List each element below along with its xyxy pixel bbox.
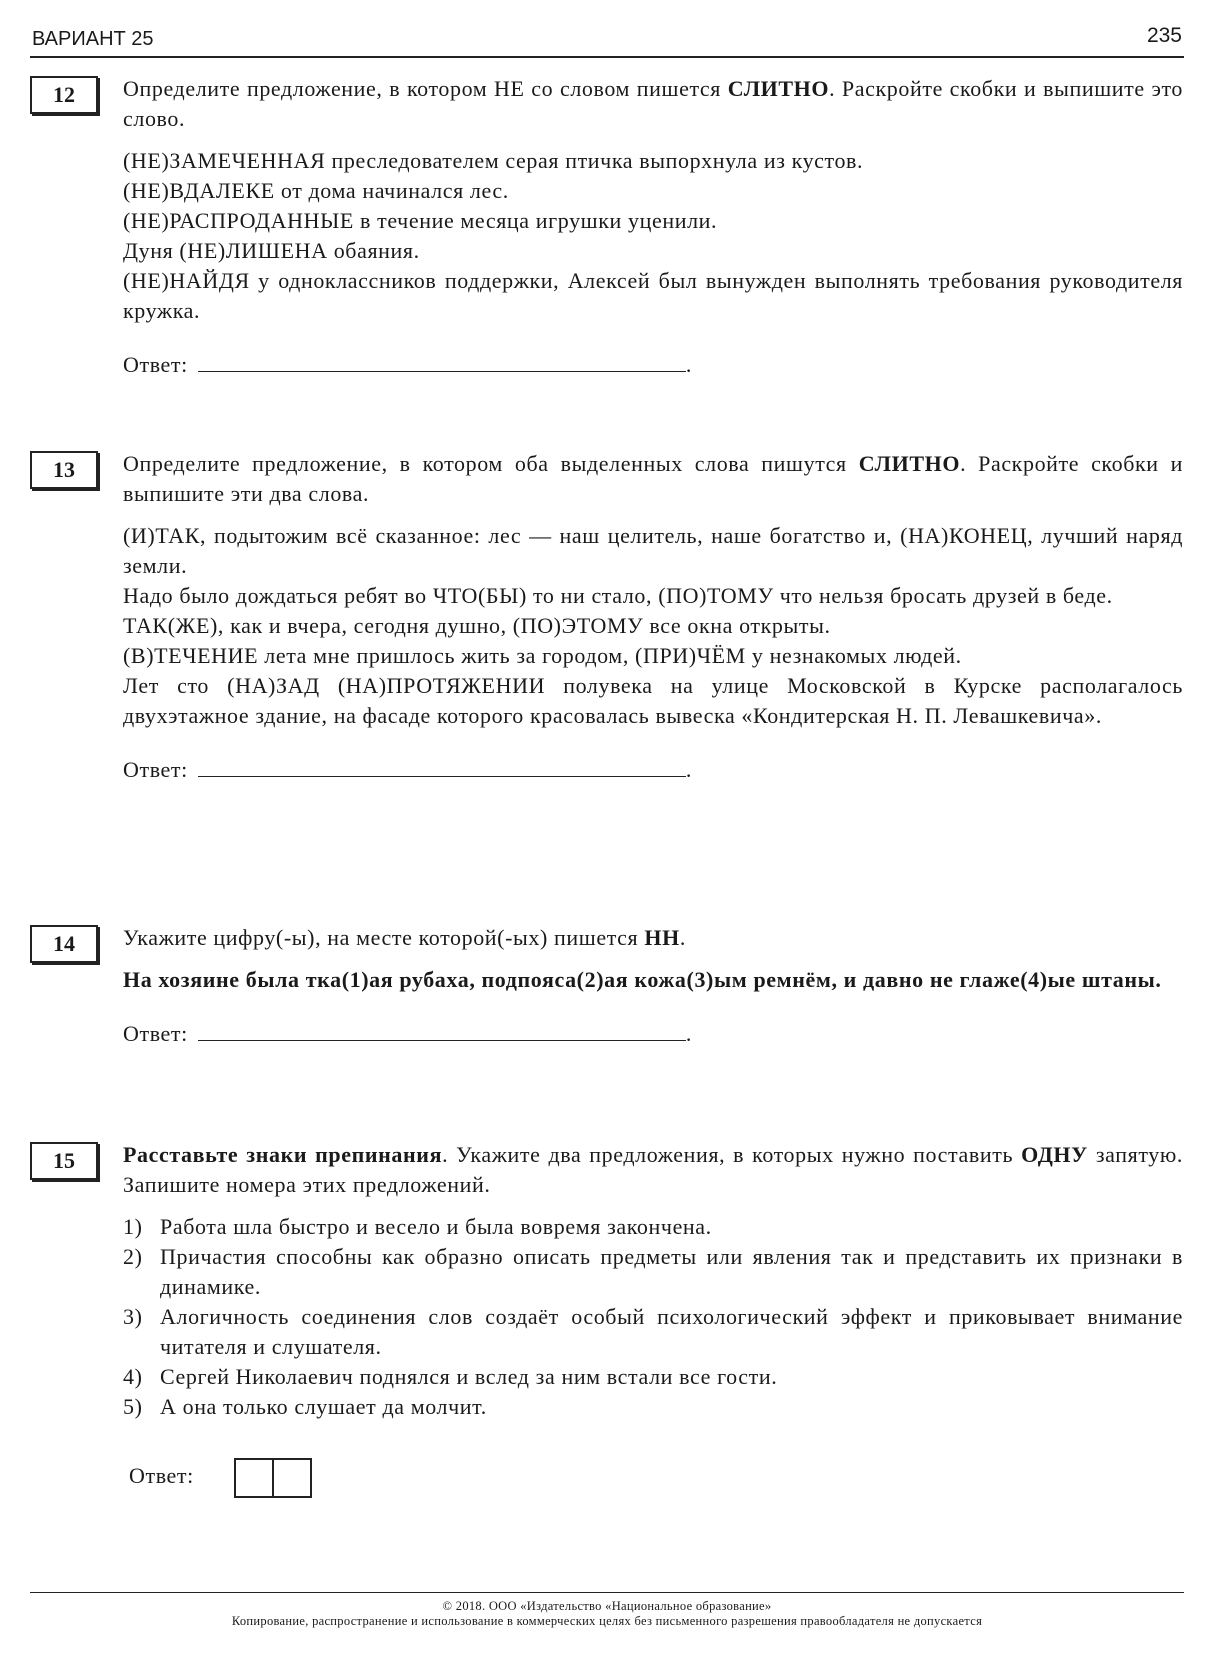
task-question [123,1140,1183,1200]
page-header [30,22,1184,58]
sentence [123,641,1183,671]
question-text: . Укажите два предложения, в которых нужно поставить [442,1142,1022,1167]
sentence [123,521,1183,581]
highlighted-word: (И)ТАК [123,523,201,548]
sentence-text: Надо было дождаться ребят во [123,583,433,608]
task-number-box: 13 [30,451,98,489]
question-text: . Раскройте скобки и выпишите это слово. [123,76,1184,131]
answer-cell[interactable] [234,1458,274,1498]
highlighted-word: ТАК(ЖЕ) [123,613,218,638]
task-number-box: 12 [30,76,98,114]
highlighted-word: (НА)ПРОТЯЖЕНИИ [337,673,546,698]
answer-period: . [685,757,692,782]
task-number-box: 15 [30,1142,98,1180]
highlighted-word: (НЕ)ЛИШЕНА [179,238,328,263]
answer-row [123,755,1183,785]
answer-period: . [685,352,692,377]
highlighted-word: (НЕ)ВДАЛЕКЕ [123,178,275,203]
sentence [123,611,1183,641]
question-emphasis: Расставьте знаки препинания [123,1142,443,1167]
footer-copyright: © 2018. ООО «Издательство «Национальное образование» [442,1599,772,1613]
item-number: 2) [123,1244,143,1269]
answer-input-line[interactable] [198,756,686,777]
sentence-text: в течение месяца игрушки уценили. [353,208,718,233]
sentence [123,176,1183,206]
sentence [123,146,1183,176]
task-content [123,1140,1183,1498]
answer-label: Ответ: [129,1463,194,1489]
question-emphasis: ОДНУ [1021,1142,1088,1167]
sentence-text: у незнакомых людей. [745,643,962,668]
sentence-text: от дома начинался лес. [274,178,509,203]
highlighted-word: (НА)ЗАД [227,673,320,698]
answer-cell[interactable] [274,1458,312,1498]
answer-period: . [685,1021,692,1046]
highlighted-word: (НА)КОНЕЦ [900,523,1028,548]
task-number-box: 14 [30,925,98,963]
sentence-text: , лучший наряд земли. [123,523,1184,578]
item-number: 1) [123,1214,143,1239]
answer-label: Ответ: [123,352,188,377]
sentence-text: преследователем серая птичка выпорхнула из кустов. [325,148,864,173]
footer-notice: Копирование, распространение и использование в коммерческих целях без письменного разрешения правообладателя не допускается [231,1614,983,1628]
sentence-text: лета мне пришлось жить за городом, [258,643,636,668]
answer-input-line[interactable] [198,1020,686,1041]
item-number: 3) [123,1304,143,1329]
item-text: А она только слушает да молчит. [160,1394,487,1419]
question-text: . Раскройте скобки и выпишите эти два слова. [123,451,1183,506]
task-content [123,74,1183,380]
highlighted-word: (НЕ)НАЙДЯ [123,268,250,293]
item-text: Сергей Николаевич поднялся и вслед за ним встали все гости. [160,1364,778,1389]
task-content [123,923,1183,1049]
list-item [123,1392,1183,1422]
question-text: запятую. Запишите номера этих предложений. [123,1142,1183,1197]
sentence [123,671,1183,731]
highlighted-word: (ПО)ТОМУ [658,583,774,608]
answer-input-line[interactable] [198,351,686,372]
sentence-text: у одноклассников поддержки, Алексей был вынужден выполнять требования руководителя кружка. [123,268,1183,323]
question-text: . [679,925,686,950]
highlighted-word: (НЕ)РАСПРОДАННЫЕ [123,208,354,233]
answer-label: Ответ: [123,1021,188,1046]
sentence-text: все окна открыты. [643,613,831,638]
item-number: 4) [123,1364,143,1389]
highlighted-word: (В)ТЕЧЕНИЕ [123,643,259,668]
question-text: Укажите цифру(-ы), на месте которой(-ых) пишется [123,925,645,950]
sentence [123,206,1183,236]
sentence-text: , как и вчера, сегодня душно, [217,613,513,638]
highlighted-word: (ПО)ЭТОМУ [512,613,644,638]
task-question [123,449,1183,509]
answer-row [123,350,1183,380]
question-emphasis: СЛИТНО [858,451,961,476]
sentence [123,236,1183,266]
highlighted-word: ЧТО(БЫ) [432,583,527,608]
answer-boxes [234,1458,312,1498]
question-emphasis: СЛИТНО [727,76,830,101]
sentence [123,266,1183,326]
question-text: Определите предложение, в котором НЕ со словом пишется [123,76,728,101]
list-item [123,1242,1183,1302]
highlighted-word: (НЕ)ЗАМЕЧЕННАЯ [123,148,326,173]
list-item [123,1362,1183,1392]
sentence-text: полувека на улице Московской в Курске располагалось двухэтажное здание, на фасаде которого красовалась вывеска «Кондитерская Н. П. Левашкевича». [123,673,1183,728]
sentence-text: то ни стало, [526,583,659,608]
page-footer [30,1592,1184,1629]
question-emphasis: НН [644,925,680,950]
sentence-text: Лет сто [123,673,228,698]
sentence-text: Дуня [123,238,180,263]
sentence-text: что нельзя бросать друзей в беде. [773,583,1113,608]
question-text: Определите предложение, в котором оба выделенных слова пишутся [123,451,859,476]
answer-row [123,1019,1183,1049]
highlighted-word: (ПРИ)ЧЁМ [635,643,746,668]
item-text: Алогичность соединения слов создаёт особый психологический эффект и приковывает внимание читателя и слушателя. [160,1304,1183,1359]
item-number: 5) [123,1394,143,1419]
item-text: Работа шла быстро и весело и была вовремя закончена. [160,1214,712,1239]
item-text: Причастия способны как образно описать предметы или явления так и представить их признаки в динамике. [160,1244,1183,1299]
page-number: 235 [1146,24,1182,47]
answer-row [129,1458,1183,1498]
sentence-text [320,673,338,698]
answer-label: Ответ: [123,757,188,782]
task-question [123,74,1183,134]
list-item [123,1212,1183,1242]
sentence-text: , подытожим всё сказанное: лес — наш целитель, наше богатство и, [200,523,901,548]
list-item [123,1302,1183,1362]
task-question [123,923,1183,953]
sentence [123,581,1183,611]
task-content [123,449,1183,785]
sentence-text: обаяния. [327,238,420,263]
variant-title: ВАРИАНТ 25 [32,28,154,50]
task-sentence: На хозяине была тка(1)ая рубаха, подпояса(2)ая кожа(3)ым ремнём, и давно не глаже(4)ые штаны. [123,967,1162,992]
